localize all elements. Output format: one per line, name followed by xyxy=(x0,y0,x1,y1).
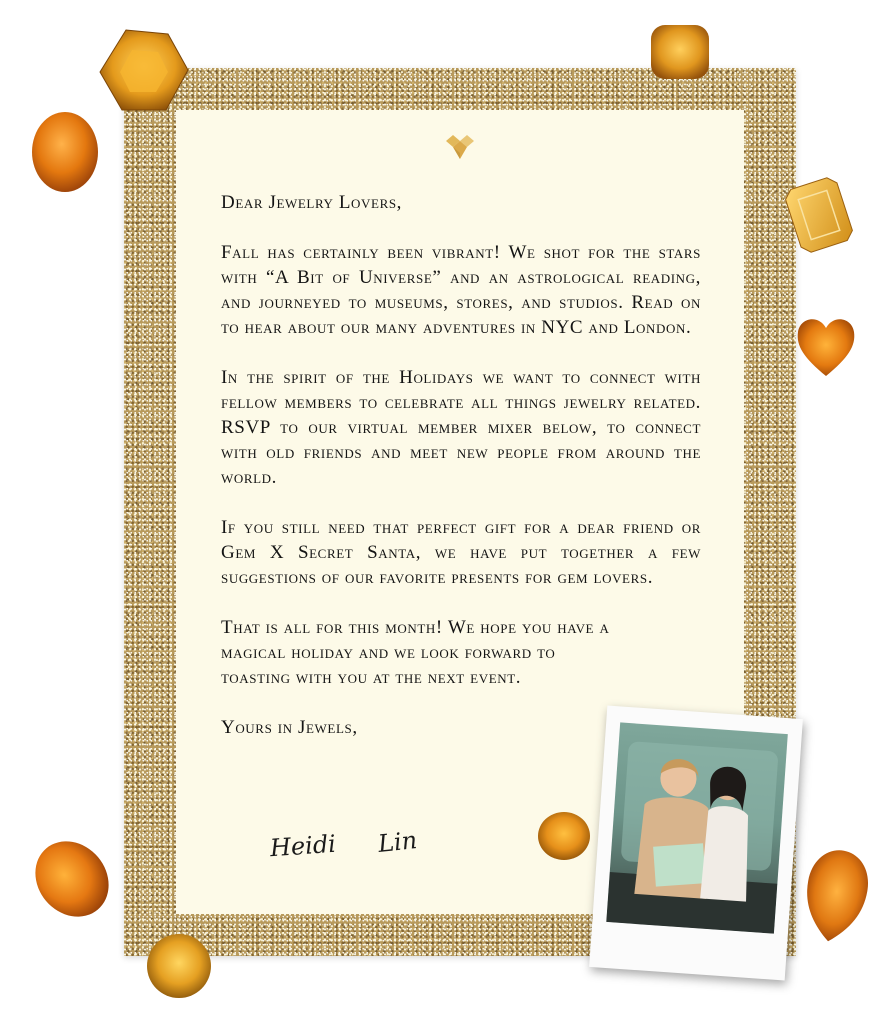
round-citrine-gem-icon xyxy=(144,932,214,1000)
oval-orange-gem-icon xyxy=(30,838,114,920)
diamond-logo-icon xyxy=(444,133,476,161)
photo-two-women xyxy=(606,722,788,933)
letter-paragraph: In the spirit of the Holidays we want to connect with fellow members to celebrate all things jewelry related. RSVP to our virtual member mixer below, to connect with old friends and meet new people from around the world. xyxy=(221,367,701,488)
letter-greeting: Dear Jewelry Lovers, xyxy=(221,192,403,213)
signature-heidi: Heidi xyxy=(269,829,337,863)
signatures xyxy=(270,828,470,868)
heart-orange-gem-icon xyxy=(794,310,858,380)
emerald-cut-citrine-gem-icon xyxy=(780,174,858,256)
letter-paragraph: That is all for this month! We hope you have a magical holiday and we look forward to toasting with you at the next event. xyxy=(221,617,610,688)
polaroid-photo xyxy=(589,705,803,980)
pear-orange-gem-icon xyxy=(802,846,870,944)
photo-image-icon xyxy=(606,722,788,933)
hexagon-citrine-gem-icon xyxy=(96,26,192,116)
letter-paragraph: If you still need that perfect gift for a dear friend or Gem X Secret Santa, we have put together a few suggestions of our favorite presents for gem lovers. xyxy=(221,517,701,588)
oval-orange-gem-icon xyxy=(30,110,100,194)
letter-paragraph: Fall has certainly been vibrant! We shot for the stars with “A Bit of Universe” and an astrological reading, and journeyed to museums, stores, and studios. Read on to hear about our many adventures in NYC and London. xyxy=(221,242,701,338)
cushion-citrine-gem-icon xyxy=(648,22,712,82)
round-orange-gem-icon xyxy=(536,810,592,862)
letter-closing: Yours in Jewels, xyxy=(221,717,358,738)
signature-lin: Lin xyxy=(376,826,419,858)
letter-body xyxy=(221,190,701,765)
